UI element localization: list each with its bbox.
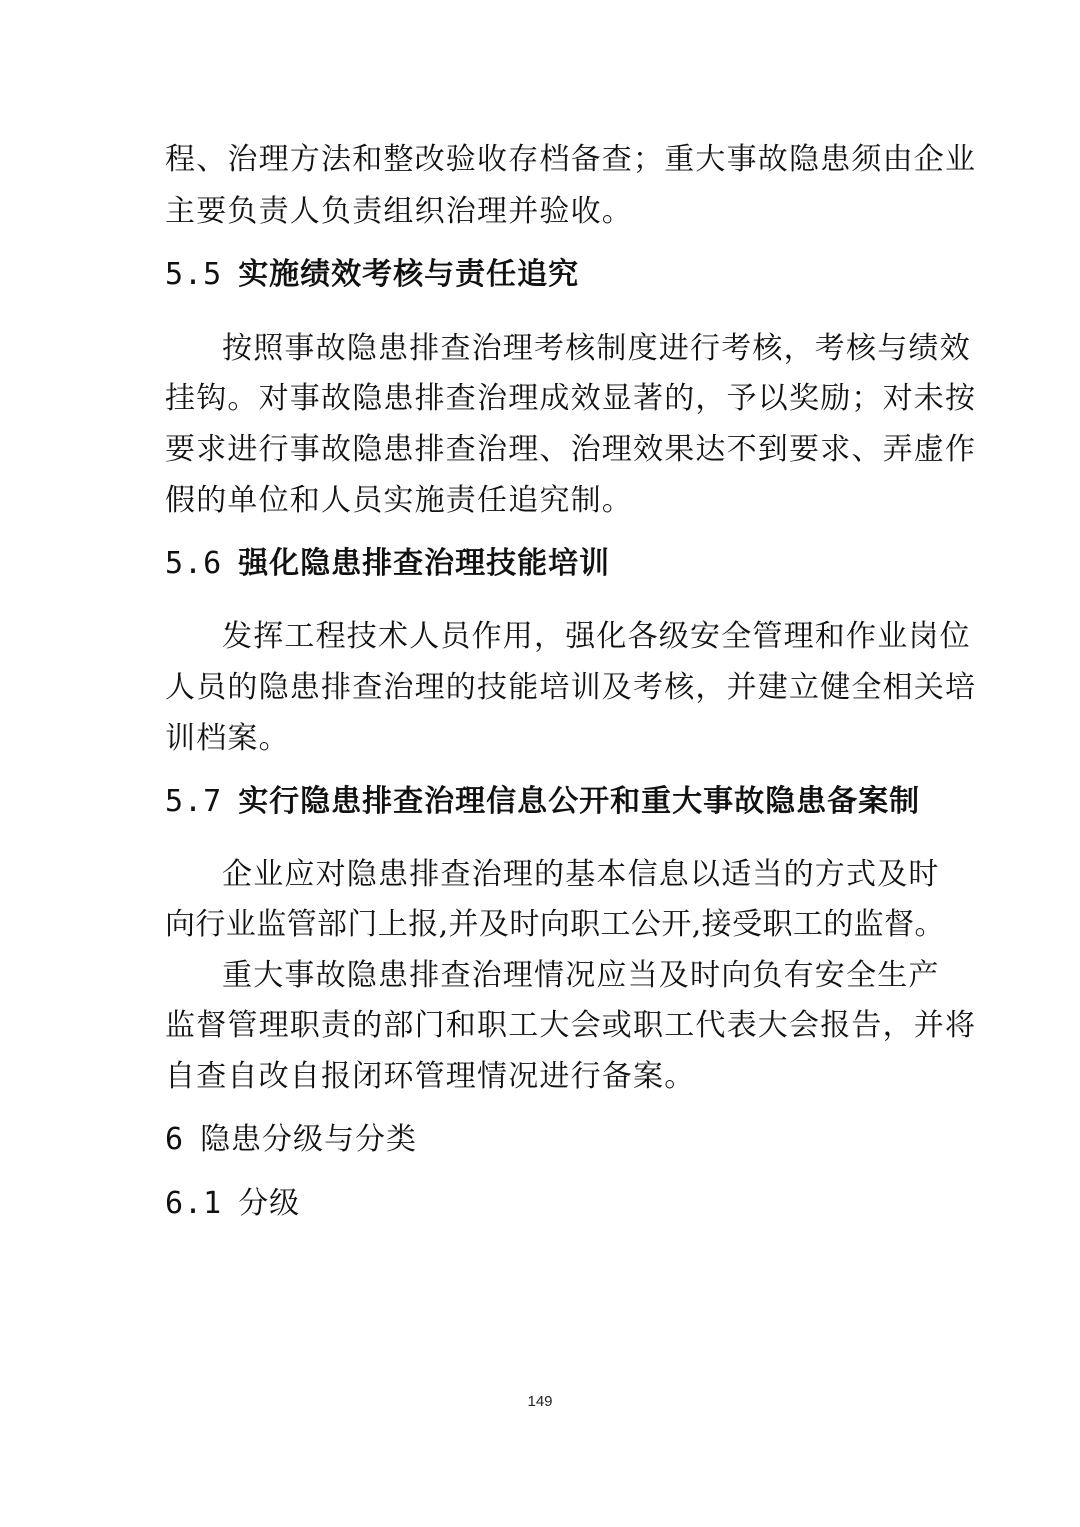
paragraph-line: 企业应对隐患排查治理的基本信息以适当的方式及时: [222, 857, 940, 892]
paragraph-line: 主要负责人负责组织治理并验收。: [165, 194, 633, 229]
section-title: 分级: [238, 1186, 301, 1221]
section-heading-5-5: [165, 255, 925, 295]
paragraph-line: 挂钩。对事故隐患排查治理成效显著的，予以奖励；对未按: [165, 381, 977, 416]
paragraph-line: 重大事故隐患排查治理情况应当及时向负有安全生产: [222, 958, 940, 993]
paragraph-line: 训档案。: [165, 721, 290, 756]
section-title: 实施绩效考核与责任追究: [238, 257, 580, 292]
section-number: 5.5: [165, 257, 223, 292]
paragraph-line: 向行业监管部门上报,并及时向职工公开,接受职工的监督。: [165, 907, 945, 942]
page-number: 149: [527, 1393, 553, 1410]
section-heading-6-1: [165, 1184, 925, 1224]
paragraph-line: 自查自改自报闭环管理情况进行备案。: [165, 1059, 696, 1094]
paragraph-line: 假的单位和人员实施责任追究制。: [165, 483, 633, 518]
section-number: 6.1: [165, 1186, 223, 1221]
paragraph-line: 程、治理方法和整改验收存档备查；重大事故隐患须由企业: [165, 142, 977, 177]
section-title: 强化隐患排查治理技能培训: [238, 546, 611, 581]
paragraph-line: 按照事故隐患排查治理考核制度进行考核，考核与绩效: [222, 331, 971, 366]
section-heading-5-7: [165, 782, 925, 822]
section-number: 6: [165, 1122, 185, 1157]
section-number: 5.6: [165, 546, 223, 581]
section-title: 隐患分级与分类: [200, 1122, 418, 1157]
paragraph-line: 发挥工程技术人员作用，强化各级安全管理和作业岗位: [222, 619, 971, 654]
section-number: 5.7: [165, 784, 223, 819]
section-title: 实行隐患排查治理信息公开和重大事故隐患备案制: [238, 784, 921, 819]
section-heading-6: [165, 1120, 925, 1160]
paragraph-line: 监督管理职责的部门和职工大会或职工代表大会报告，并将: [165, 1008, 977, 1043]
paragraph-line: 人员的隐患排查治理的技能培训及考核，并建立健全相关培: [165, 670, 977, 705]
paragraph-line: 要求进行事故隐患排查治理、治理效果达不到要求、弄虚作: [165, 432, 977, 467]
section-heading-5-6: [165, 544, 925, 584]
